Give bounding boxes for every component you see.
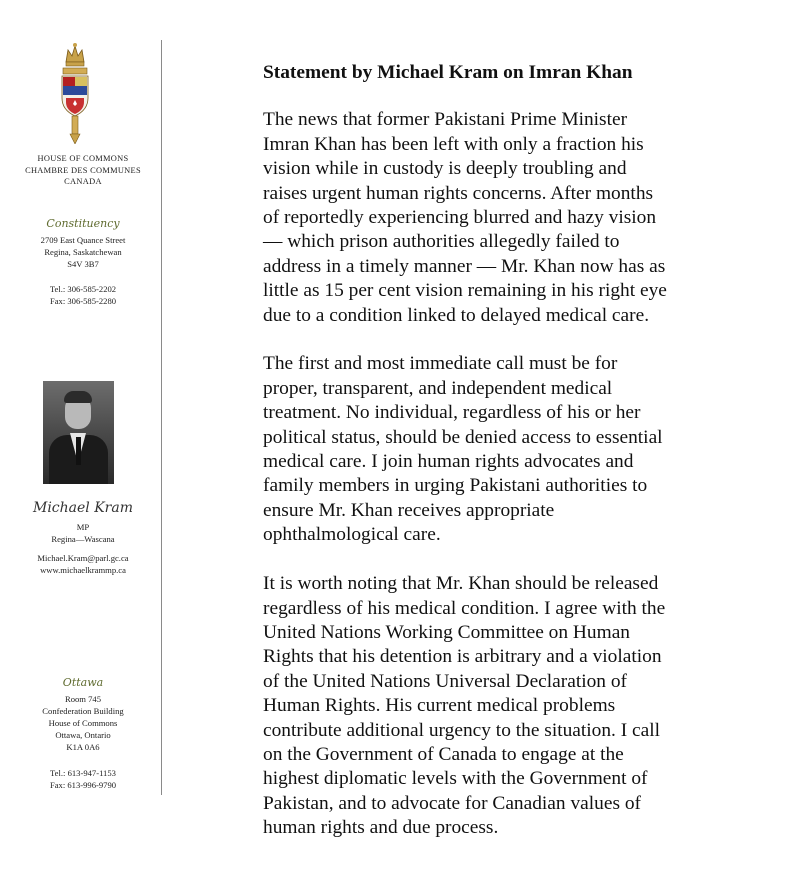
house-of-commons-heading — [8, 153, 158, 188]
mp-title: MP — [76, 522, 90, 532]
house-line-country: CANADA — [64, 177, 102, 186]
address-line: Regina, Saskatchewan — [44, 247, 122, 257]
house-line-french: CHAMBRE DES COMMUNES — [25, 165, 141, 175]
ottawa-address — [8, 693, 158, 753]
mp-contact — [8, 552, 158, 576]
statement-body — [263, 61, 783, 865]
statement-paragraph: The first and most immediate call must be for proper, transparent, and independent medical treatment. No individual, regardless of his or her political status, should be denied access to essential medical care. I join human rights advocates and family members in urging Pakistani authorities to ensure Mr. Khan receives appropriate ophthalmological care. — [263, 353, 663, 546]
constituency-phone — [8, 283, 158, 307]
statement-title: Statement by Michael Kram on Imran Khan — [263, 62, 633, 83]
address-line: House of Commons — [48, 718, 118, 728]
mp-title-block — [8, 521, 158, 545]
constituency-tel: Tel.: 306-585-2202 — [49, 284, 117, 294]
address-line: 2709 East Quance Street — [40, 235, 126, 245]
ottawa-tel: Tel.: 613-947-1153 — [50, 768, 116, 778]
mp-signature: Michael Kram — [32, 500, 133, 516]
address-line: Confederation Building — [42, 706, 124, 716]
statement-paragraph: The news that former Pakistani Prime Minister Imran Khan has been left with only a fraction his vision while in custody is deeply troubling and raises urgent human rights concerns. After months of reportedly experiencing blurred and hazy vision — which prison authorities allegedly failed to address in a timely manner — Mr. Khan now has as little as 15 per cent vision remaining in his right eye due to a condition linked to delayed medical care. — [263, 109, 667, 326]
statement-paragraph: It is worth noting that Mr. Khan should be released regardless of his medical condition. I agree with the United Nations Working Committee on Human Rights that his detention is arbitrary and a violation of the United Nations Universal Declaration of Human Rights. His current medical problems contribute additional urgency to the situation. I call on the Government of Canada to engage at the highest diplomatic levels with the Government of Pakistan, and to advocate for Canadian values of human rights and due process. — [263, 573, 666, 839]
constituency-fax: Fax: 306-585-2280 — [49, 296, 117, 306]
address-line: K1A 0A6 — [66, 742, 100, 752]
mp-portrait-photo — [43, 381, 114, 484]
mp-riding: Regina—Wascana — [51, 534, 115, 544]
constituency-heading: Constituency — [46, 217, 120, 230]
ottawa-fax: Fax: 613-996-9790 — [49, 780, 117, 790]
ottawa-heading: Ottawa — [62, 676, 104, 689]
address-line: S4V 3B7 — [67, 259, 99, 269]
sidebar-divider — [161, 40, 162, 795]
house-of-commons-crest-icon — [58, 40, 92, 144]
ottawa-phone — [8, 767, 158, 791]
mp-website-link[interactable]: www.michaelkrammp.ca — [40, 565, 126, 575]
address-line: Room 745 — [64, 694, 102, 704]
mp-email-link[interactable]: Michael.Kram@parl.gc.ca — [37, 553, 129, 563]
house-line-english: HOUSE OF COMMONS — [37, 154, 129, 163]
letterhead-sidebar — [0, 0, 163, 888]
constituency-address — [8, 234, 158, 270]
address-line: Ottawa, Ontario — [55, 730, 111, 740]
